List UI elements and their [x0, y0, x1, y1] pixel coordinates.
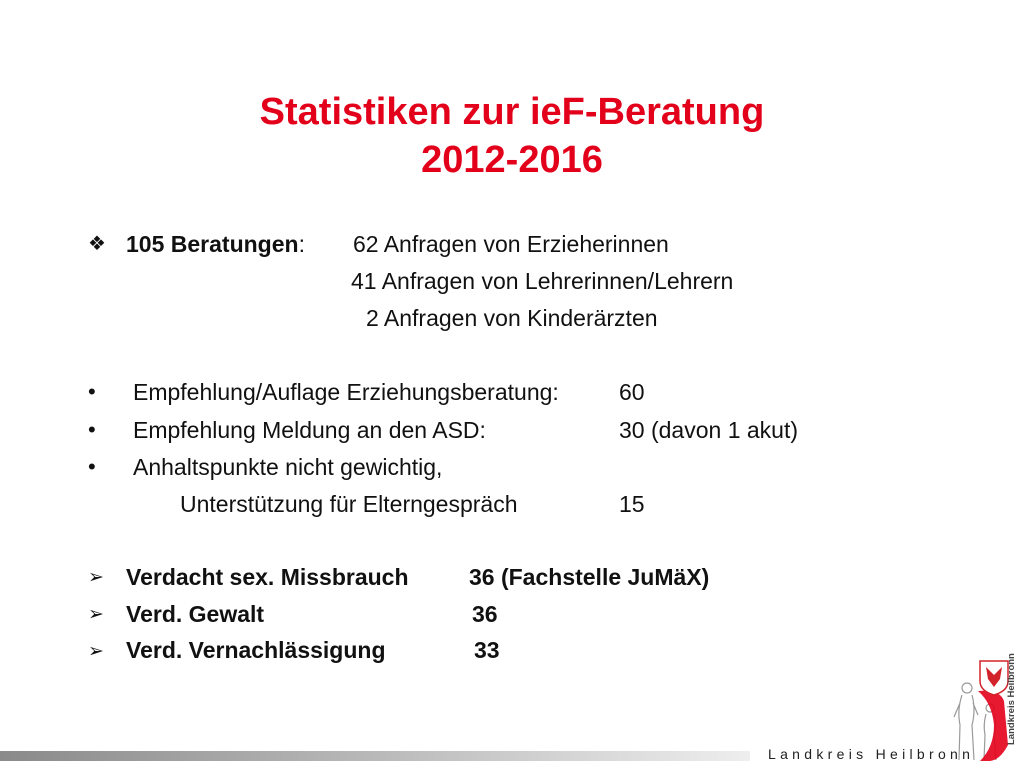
- arrow-1-label: Verdacht sex. Missbrauch: [126, 564, 409, 590]
- beratungen-colon: :: [298, 231, 305, 257]
- arrow-1-value: 36 (Fachstelle JuMäX): [469, 564, 710, 590]
- footer-gradient-bar: [0, 751, 750, 761]
- bullet-dot-icon: •: [88, 454, 96, 479]
- title-line-1: Statistiken zur ieF-Beratung: [259, 91, 765, 133]
- arrow-2-value: 36: [472, 601, 498, 627]
- bullet-2-value: 30 (davon 1 akut): [619, 417, 799, 443]
- arrow-3-label: Verd. Vernachlässigung: [126, 637, 386, 663]
- footer-label: Landkreis Heilbronn: [768, 746, 975, 762]
- title-line-2: 2012-2016: [421, 139, 603, 181]
- arrow-bullet-icon: ➢: [88, 641, 104, 662]
- logo-vertical-label: Landkreis Heilbronn: [1006, 653, 1017, 745]
- beratungen-item-2: 41 Anfragen von Lehrerinnen/Lehrern: [351, 268, 734, 294]
- bullet-dot-icon: •: [88, 379, 96, 404]
- beratungen-item-1: 62 Anfragen von Erzieherinnen: [353, 231, 669, 257]
- bullet-2-label: Empfehlung Meldung an den ASD:: [133, 417, 486, 443]
- arrow-bullet-icon: ➢: [88, 604, 104, 625]
- beratungen-label-line: [126, 231, 305, 258]
- bullet-dot-icon: •: [88, 417, 96, 442]
- diamond-bullet-icon: ❖: [88, 233, 106, 255]
- bullet-3-label: Anhaltspunkte nicht gewichtig,: [133, 454, 443, 480]
- bullet-3-sub: Unterstützung für Elterngespräch: [180, 491, 518, 517]
- red-swoosh-shape: [978, 691, 1008, 761]
- beratungen-label: 105 Beratungen: [126, 231, 299, 257]
- arrow-bullet-icon: ➢: [88, 567, 104, 588]
- bullet-1-label: Empfehlung/Auflage Erziehungsberatung:: [133, 379, 559, 405]
- arrow-2-label: Verd. Gewalt: [126, 601, 265, 627]
- beratungen-item-3: 2 Anfragen von Kinderärzten: [366, 305, 658, 331]
- bullet-3-value: 15: [619, 491, 645, 517]
- bullet-1-value: 60: [619, 379, 645, 405]
- arrow-3-value: 33: [474, 637, 500, 663]
